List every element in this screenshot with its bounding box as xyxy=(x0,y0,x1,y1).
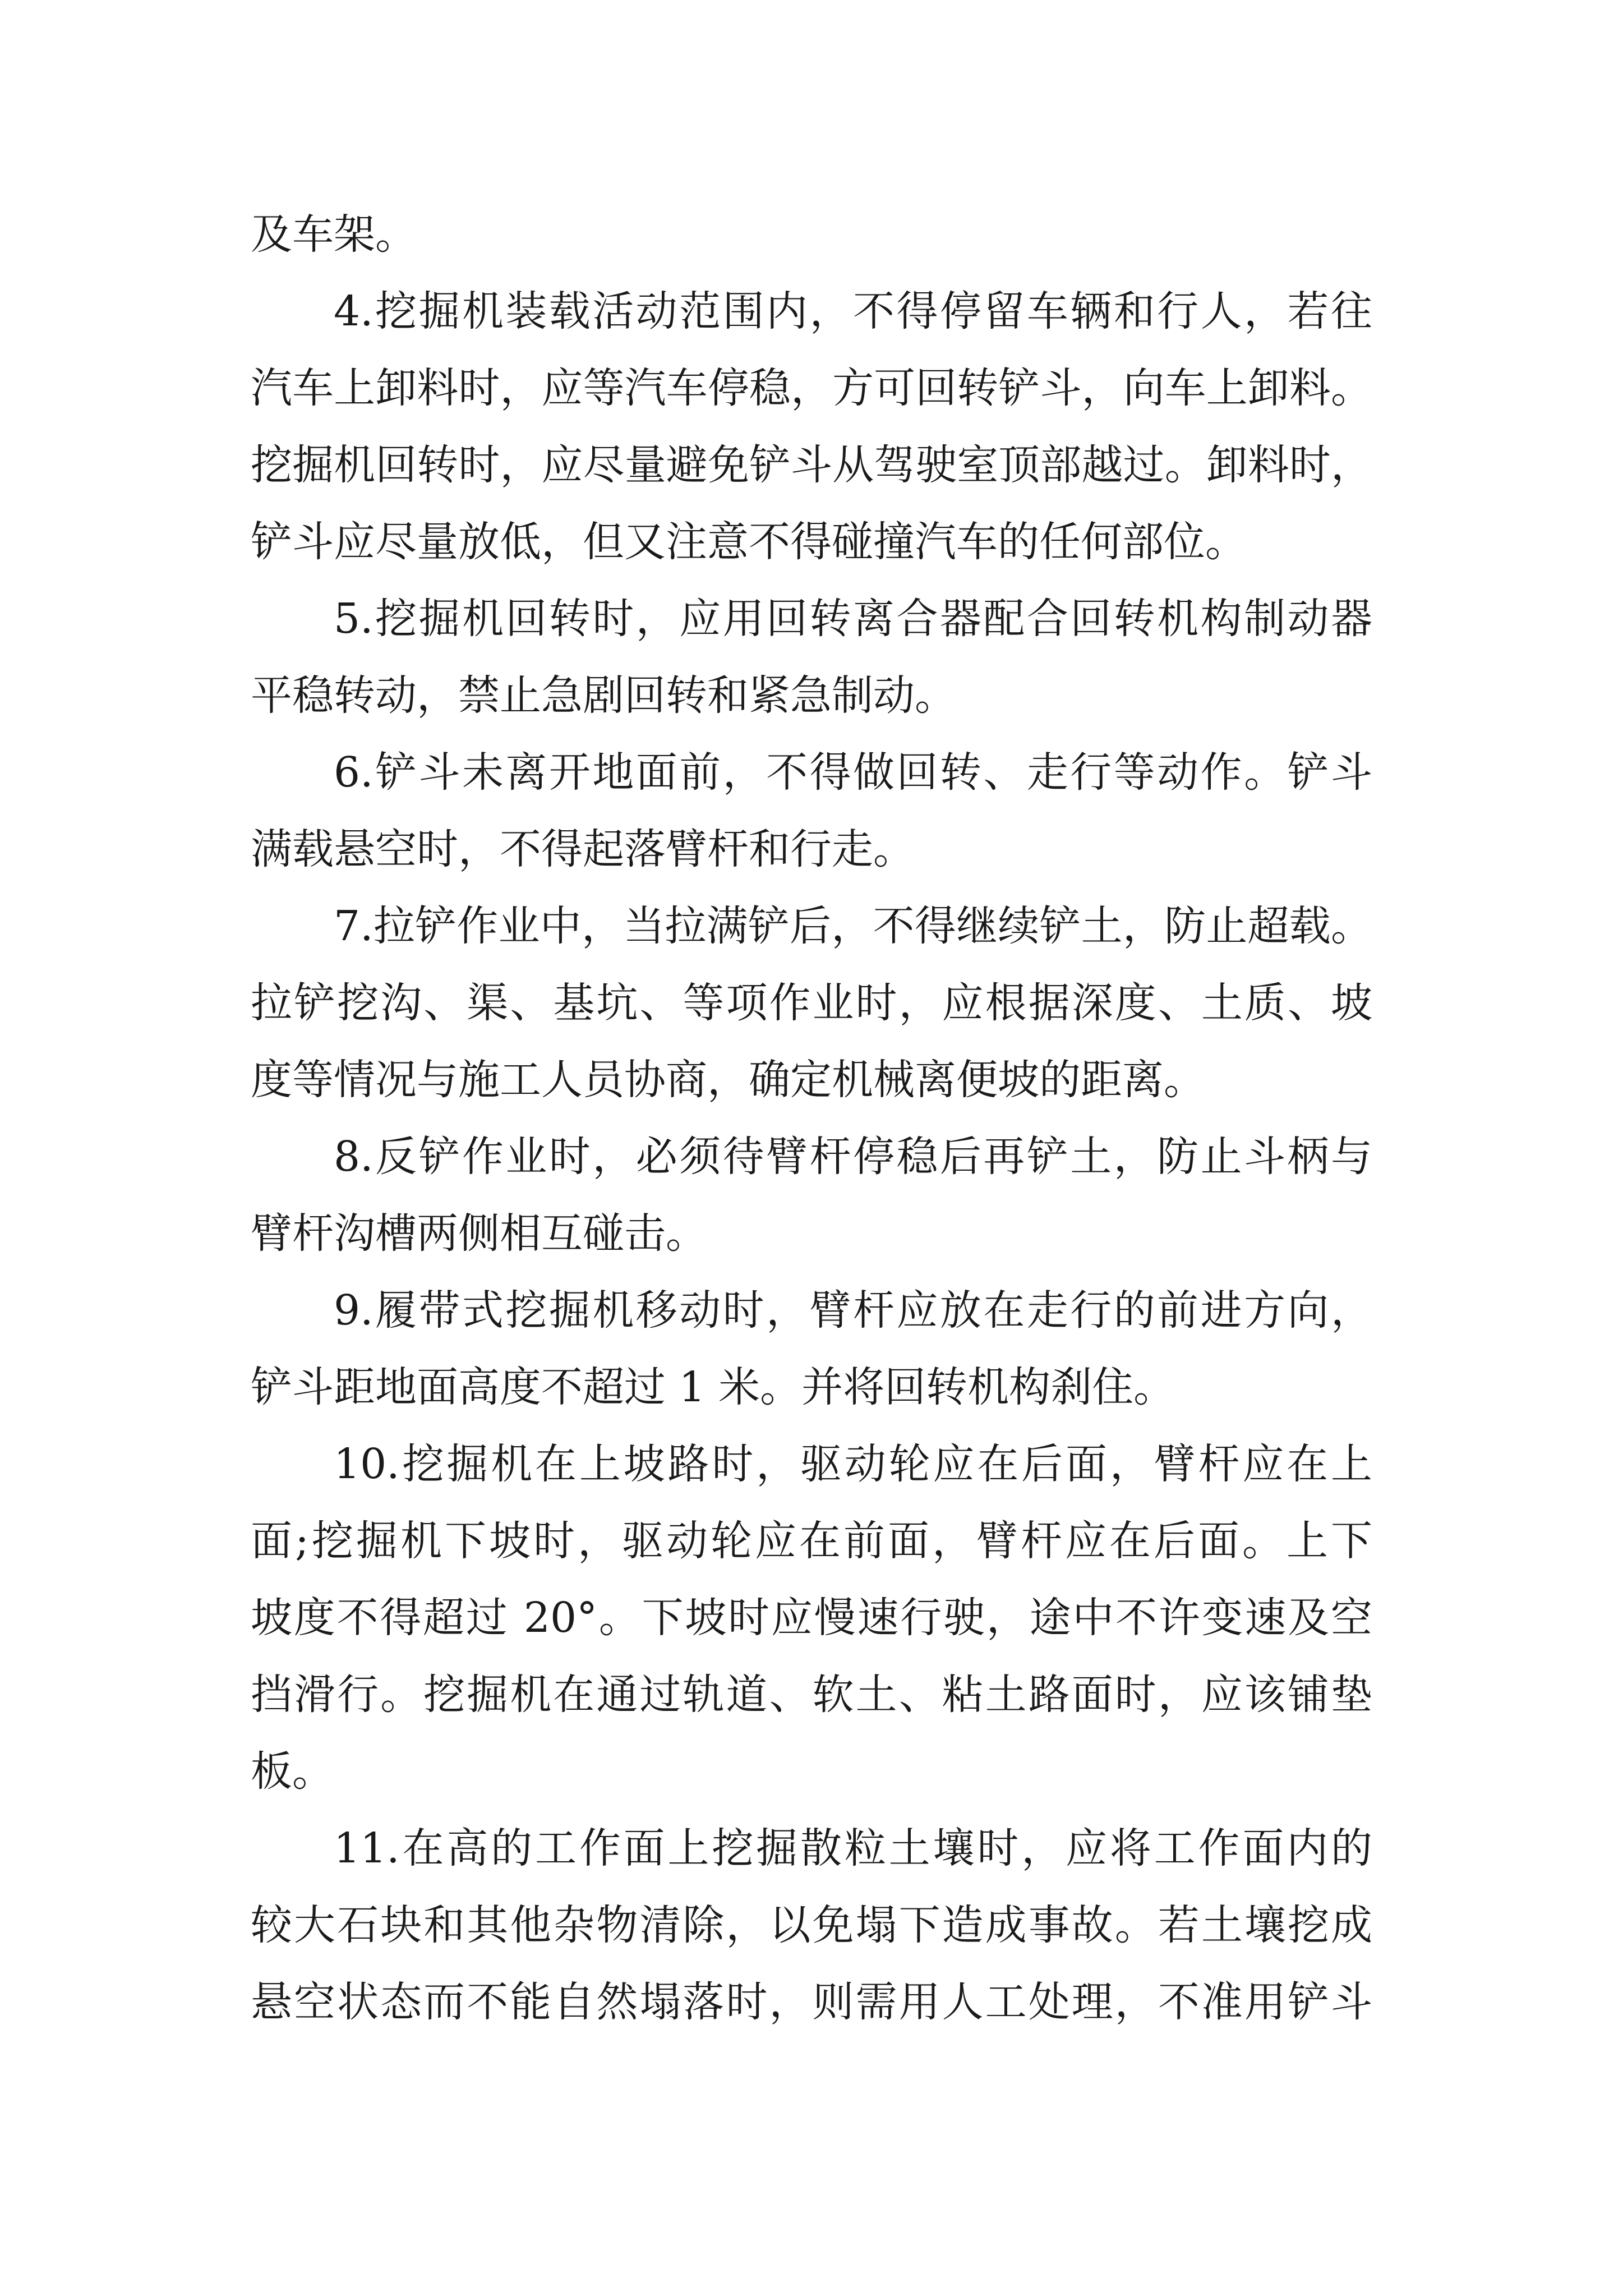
text-line: 臂杆沟槽两侧相互碰击。 xyxy=(251,1209,707,1258)
text-line: 满载悬空时，不得起落臂杆和行走。 xyxy=(251,825,915,873)
text-line: 7.拉铲作业中，当拉满铲后，不得继续铲土，防止超载。 xyxy=(334,902,1372,950)
text-line: 汽车上卸料时，应等汽车停稳，方可回转铲斗，向车上卸料。 xyxy=(251,364,1372,412)
text-line: 悬空状态而不能自然塌落时，则需用人工处理，不准用铲斗 xyxy=(251,1978,1372,2026)
text-line: 4.挖掘机装载活动范围内，不得停留车辆和行人，若往 xyxy=(334,287,1372,335)
text-line: 11.在高的工作面上挖掘散粒土壤时，应将工作面内的 xyxy=(334,1824,1372,1872)
text-line: 9.履带式挖掘机移动时，臂杆应放在走行的前进方向， xyxy=(334,1286,1372,1335)
text-line: 铲斗距地面高度不超过 1 米。并将回转机构刹住。 xyxy=(251,1363,1175,1411)
text-line: 度等情况与施工人员协商，确定机械离便坡的距离。 xyxy=(251,1056,1205,1104)
text-line: 平稳转动，禁止急剧回转和紧急制动。 xyxy=(251,671,956,720)
text-line: 挖掘机回转时，应尽量避免铲斗从驾驶室顶部越过。卸料时， xyxy=(251,441,1372,489)
text-line: 6.铲斗未离开地面前，不得做回转、走行等动作。铲斗 xyxy=(334,748,1372,797)
text-line: 5.挖掘机回转时，应用回转离合器配合回转机构制动器 xyxy=(334,595,1372,643)
text-line: 拉铲挖沟、渠、基坑、等项作业时，应根据深度、土质、坡 xyxy=(251,979,1372,1027)
text-line: 铲斗应尽量放低，但又注意不得碰撞汽车的任何部位。 xyxy=(251,518,1247,566)
text-line: 面;挖掘机下坡时，驱动轮应在前面，臂杆应在后面。上下 xyxy=(251,1517,1372,1565)
text-line: 坡度不得超过 20°。下坡时应慢速行驶，途中不许变速及空 xyxy=(251,1594,1372,1642)
text-line: 较大石块和其他杂物清除，以免塌下造成事故。若土壤挖成 xyxy=(251,1901,1372,1949)
text-line: 板。 xyxy=(251,1747,334,1796)
text-line: 及车架。 xyxy=(251,210,417,259)
text-line: 挡滑行。挖掘机在通过轨道、软土、粘土路面时，应该铺垫 xyxy=(251,1671,1372,1719)
text-line: 10.挖掘机在上坡路时，驱动轮应在后面，臂杆应在上 xyxy=(334,1440,1372,1488)
text-line: 8.反铲作业时，必须待臂杆停稳后再铲土，防止斗柄与 xyxy=(334,1133,1372,1181)
document-body xyxy=(251,196,1372,2041)
